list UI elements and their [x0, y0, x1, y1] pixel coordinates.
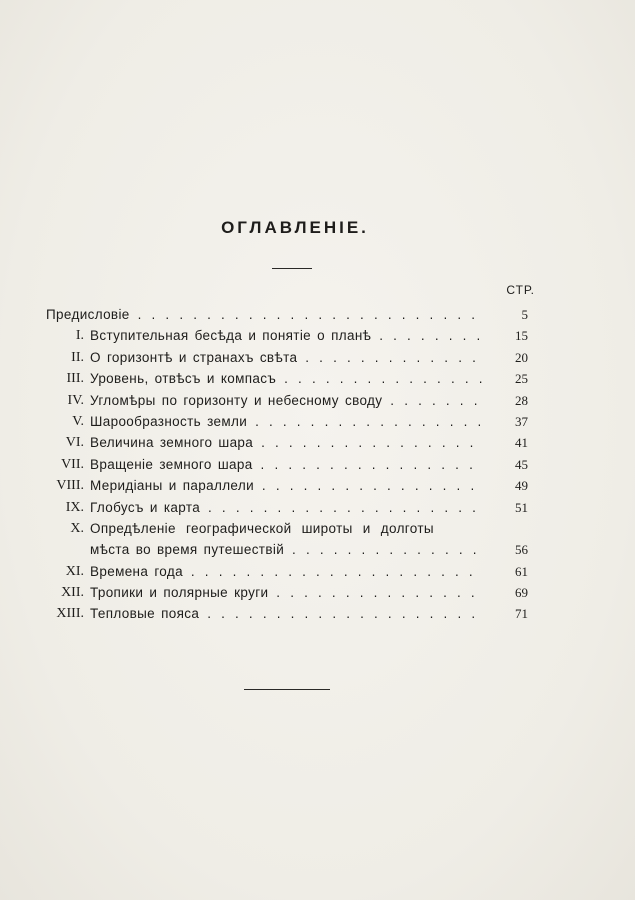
toc-entry-number: IV. — [67, 392, 84, 408]
toc-entry-number: IX. — [65, 499, 84, 515]
toc-entry-12 — [46, 582, 540, 603]
toc-entry-title: Меридіаны и параллели . . . — [90, 475, 484, 496]
toc-entry-title: Опредѣленіе географической широты и долготы — [90, 520, 434, 536]
toc-entry-6 — [46, 432, 540, 453]
toc-entry-page: 45 — [515, 456, 528, 472]
toc-entry-number: VII. — [61, 456, 84, 472]
toc-entry-page: 25 — [515, 371, 528, 387]
toc-entry-title: Вращеніе земного шара . . . — [90, 454, 484, 475]
toc-entry-7 — [46, 454, 540, 475]
table-of-contents — [46, 304, 540, 625]
toc-entry-number: II. — [71, 349, 84, 365]
toc-entry-number: X. — [70, 520, 84, 536]
toc-entry-title: Времена года . . . — [90, 561, 484, 582]
page-column-label: СТР. — [506, 283, 535, 297]
toc-entry-title: Величина земного шара . . . — [90, 432, 484, 453]
toc-entry-11 — [46, 561, 540, 582]
toc-entry-page: 61 — [515, 563, 528, 579]
toc-entry-title: Предисловіе . . . — [46, 304, 484, 325]
end-rule — [244, 689, 330, 690]
toc-entry-number: XII. — [61, 585, 84, 601]
toc-entry-number: XIII. — [56, 606, 84, 622]
toc-entry-page: 20 — [515, 349, 528, 365]
toc-entry-2 — [46, 347, 540, 368]
toc-entry-13 — [46, 603, 540, 624]
toc-entry-title: Угломѣры по горизонту и небесному своду . . . — [90, 390, 484, 411]
toc-entry-number: XI. — [65, 563, 84, 579]
toc-entry-title: Глобусъ и карта . . . — [90, 497, 484, 518]
toc-entry-10 — [46, 518, 540, 561]
toc-entry-title-continued: мѣста во время путешествій . . . — [90, 539, 484, 560]
toc-entry-title: Тропики и полярные круги . . . — [90, 582, 484, 603]
page-title: ОГЛАВЛЕНІЕ. — [221, 218, 369, 237]
toc-entry-title: Тепловые пояса . . . — [90, 603, 484, 624]
toc-entry-title: Шарообразность земли . . . — [90, 411, 484, 432]
toc-entry-page: 71 — [515, 606, 528, 622]
toc-entry-title: Уровень, отвѣсъ и компасъ . . . — [90, 368, 484, 389]
toc-entry-title: О горизонтѣ и странахъ свѣта . . . — [90, 347, 484, 368]
toc-entry-4 — [46, 390, 540, 411]
toc-entry-page: 37 — [515, 413, 528, 429]
toc-entry-3 — [46, 368, 540, 389]
toc-entry-preface — [46, 304, 540, 325]
toc-entry-8 — [46, 475, 540, 496]
toc-entry-number: V. — [72, 413, 84, 429]
toc-entry-page: 51 — [515, 499, 528, 515]
toc-entry-page: 49 — [515, 478, 528, 494]
toc-entry-title: Вступительная бесѣда и понятіе о планѣ . . . — [90, 325, 484, 346]
toc-entry-page: 5 — [521, 307, 528, 322]
toc-entry-number: I. — [75, 328, 84, 344]
toc-entry-page: 41 — [515, 435, 528, 451]
toc-entry-page: 69 — [515, 585, 528, 601]
toc-entry-page: 56 — [515, 542, 528, 558]
toc-entry-number: VIII. — [56, 478, 84, 494]
toc-entry-5 — [46, 411, 540, 432]
toc-entry-9 — [46, 497, 540, 518]
toc-entry-page: 15 — [515, 328, 528, 344]
title-rule — [272, 268, 312, 269]
toc-entry-number: III. — [66, 371, 84, 387]
toc-entry-number: VI. — [65, 435, 84, 451]
toc-entry-page: 28 — [515, 392, 528, 408]
toc-entry-1 — [46, 325, 540, 346]
